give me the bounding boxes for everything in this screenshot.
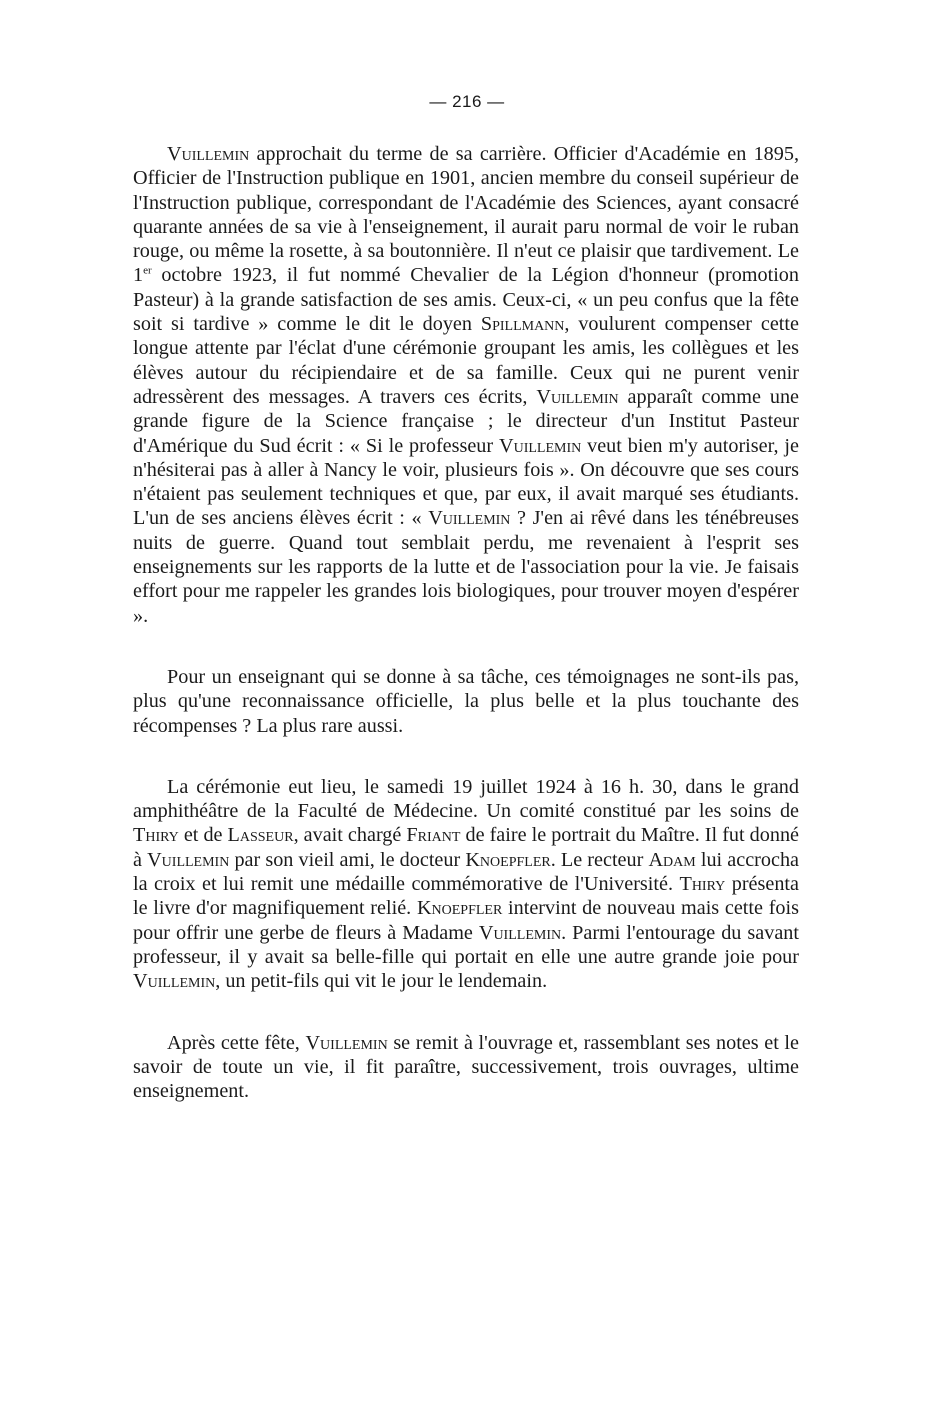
name-vuillemin: Vuillemin: [133, 970, 216, 993]
text-span: et de: [178, 824, 228, 847]
paragraph-1: [133, 142, 799, 628]
name-adam: Adam: [648, 848, 696, 871]
name-vuillemin: Vuillemin: [305, 1031, 388, 1054]
superscript: er: [143, 264, 152, 277]
name-vuillemin: Vuillemin: [478, 921, 562, 944]
text-span: . Parmi l'entourage du savant professeur, il y avait sa belle-fille qui portait en elle une autre grande joie pour: [133, 921, 799, 968]
name-vuillemin: Vuillemin: [147, 848, 230, 871]
text-span: de faire le portrait du Maître. Il fut donné à: [133, 824, 799, 871]
text-span: Pour un enseignant qui se donne à sa tâche, ces témoignages ne sont-ils pas, plus qu'une reconnaissance officielle, la plus belle et la plus touchante des récompenses ? La plus rare aussi.: [133, 665, 799, 737]
name-knoepfler: Knoepfler: [416, 897, 503, 920]
paragraph-2: [133, 665, 799, 738]
text-span: présenta le livre d'or magnifiquement relié.: [133, 873, 799, 920]
text-span: La cérémonie eut lieu, le samedi 19 juillet 1924 à 16 h. 30, dans le grand amphithéâtre de la Faculté de Médecine. Un comité constitué par les soins de: [133, 775, 799, 823]
text-span: ? J'en ai rêvé dans les ténébreuses nuits de guerre. Quand tout semblait perdu, me revenaient à l'esprit ses enseignements sur les rapports de la lutte et de l'association pour la vie. Je faisais effort pour me rappeler les grandes lois biologiques, pour trouver moyen d'espérer ».: [133, 507, 799, 627]
paragraph-4: [133, 1031, 799, 1104]
text-span: , un petit-fils qui vit le jour le lendemain.: [215, 970, 548, 993]
text-span: lui accrocha la croix et lui remit une médaille commémorative de l'Université.: [133, 848, 799, 896]
name-friant: Friant: [406, 824, 461, 847]
text-span: par son vieil ami, le docteur: [229, 848, 466, 871]
text-span: , avait chargé: [293, 824, 407, 847]
text-span: se remit à l'ouvrage et, rassemblant ses notes et le savoir de toute un vie, il fit paraître, successivement, trois ouvrages, ultime enseignement.: [133, 1031, 799, 1103]
text-span: intervint de nouveau mais cette fois pour offrir une gerbe de fleurs à Madame: [133, 897, 799, 944]
name-vuillemin: Vuillemin: [499, 434, 582, 457]
name-thiry: Thiry: [679, 873, 726, 896]
name-vuillemin: Vuillemin: [536, 385, 619, 408]
text-span: . Le recteur: [550, 848, 649, 871]
text-span: , voulurent compenser cette longue attente par l'éclat d'une cérémonie groupant les amis, les collègues et les élèves autour du récipiendaire et de sa famille. Ceux qui ne purent venir adressèrent des messages. A travers ces écrits,: [133, 313, 799, 408]
page-number: — 216 —: [429, 92, 505, 111]
body-text: [133, 142, 799, 1103]
name-thiry: Thiry: [133, 824, 179, 847]
name-lasseur: Lasseur: [227, 824, 294, 847]
name-vuillemin: Vuillemin: [167, 143, 250, 165]
text-span: veut bien m'y autoriser, je n'hésiterai pas à aller à Nancy le voir, plusieurs fois ». On découvre que ses cours n'étaient pas seulement techniques et que, par eux, il avait marqué ses étudiants. L'un de ses anciens élèves écrit : «: [133, 434, 799, 530]
text-span: apparaît comme une grande figure de la Science française ; le directeur d'un Institut Pasteur d'Amérique du Sud écrit : « Si le professeur: [133, 385, 799, 457]
text-span: Après cette fête,: [167, 1031, 306, 1054]
name-knoepfler: Knoepfler: [465, 848, 551, 871]
text-span: octobre 1923, il fut nommé Chevalier de la Légion d'honneur (promotion Pasteur) à la grande satisfaction de ses amis. Ceux-ci, « un peu confus que la fête soit si tardive » comme le dit le doyen: [133, 264, 799, 336]
paragraph-3: [133, 775, 799, 994]
name-spillmann: Spillmann: [480, 313, 565, 336]
name-vuillemin: Vuillemin: [428, 507, 511, 530]
text-span: approchait du terme de sa carrière. Officier d'Académie en 1895, Officier de l'Instruction publique en 1901, ancien membre du conseil supérieur de l'Instruction publique, correspondant de l'Académie des Sciences, ayant consacré quarante années de sa vie à l'enseignement, il aurait paru normal de voir le ruban rouge, ou même la rosette, à sa boutonnière. Il n'eut ce plaisir que tardivement. Le 1: [133, 143, 799, 287]
